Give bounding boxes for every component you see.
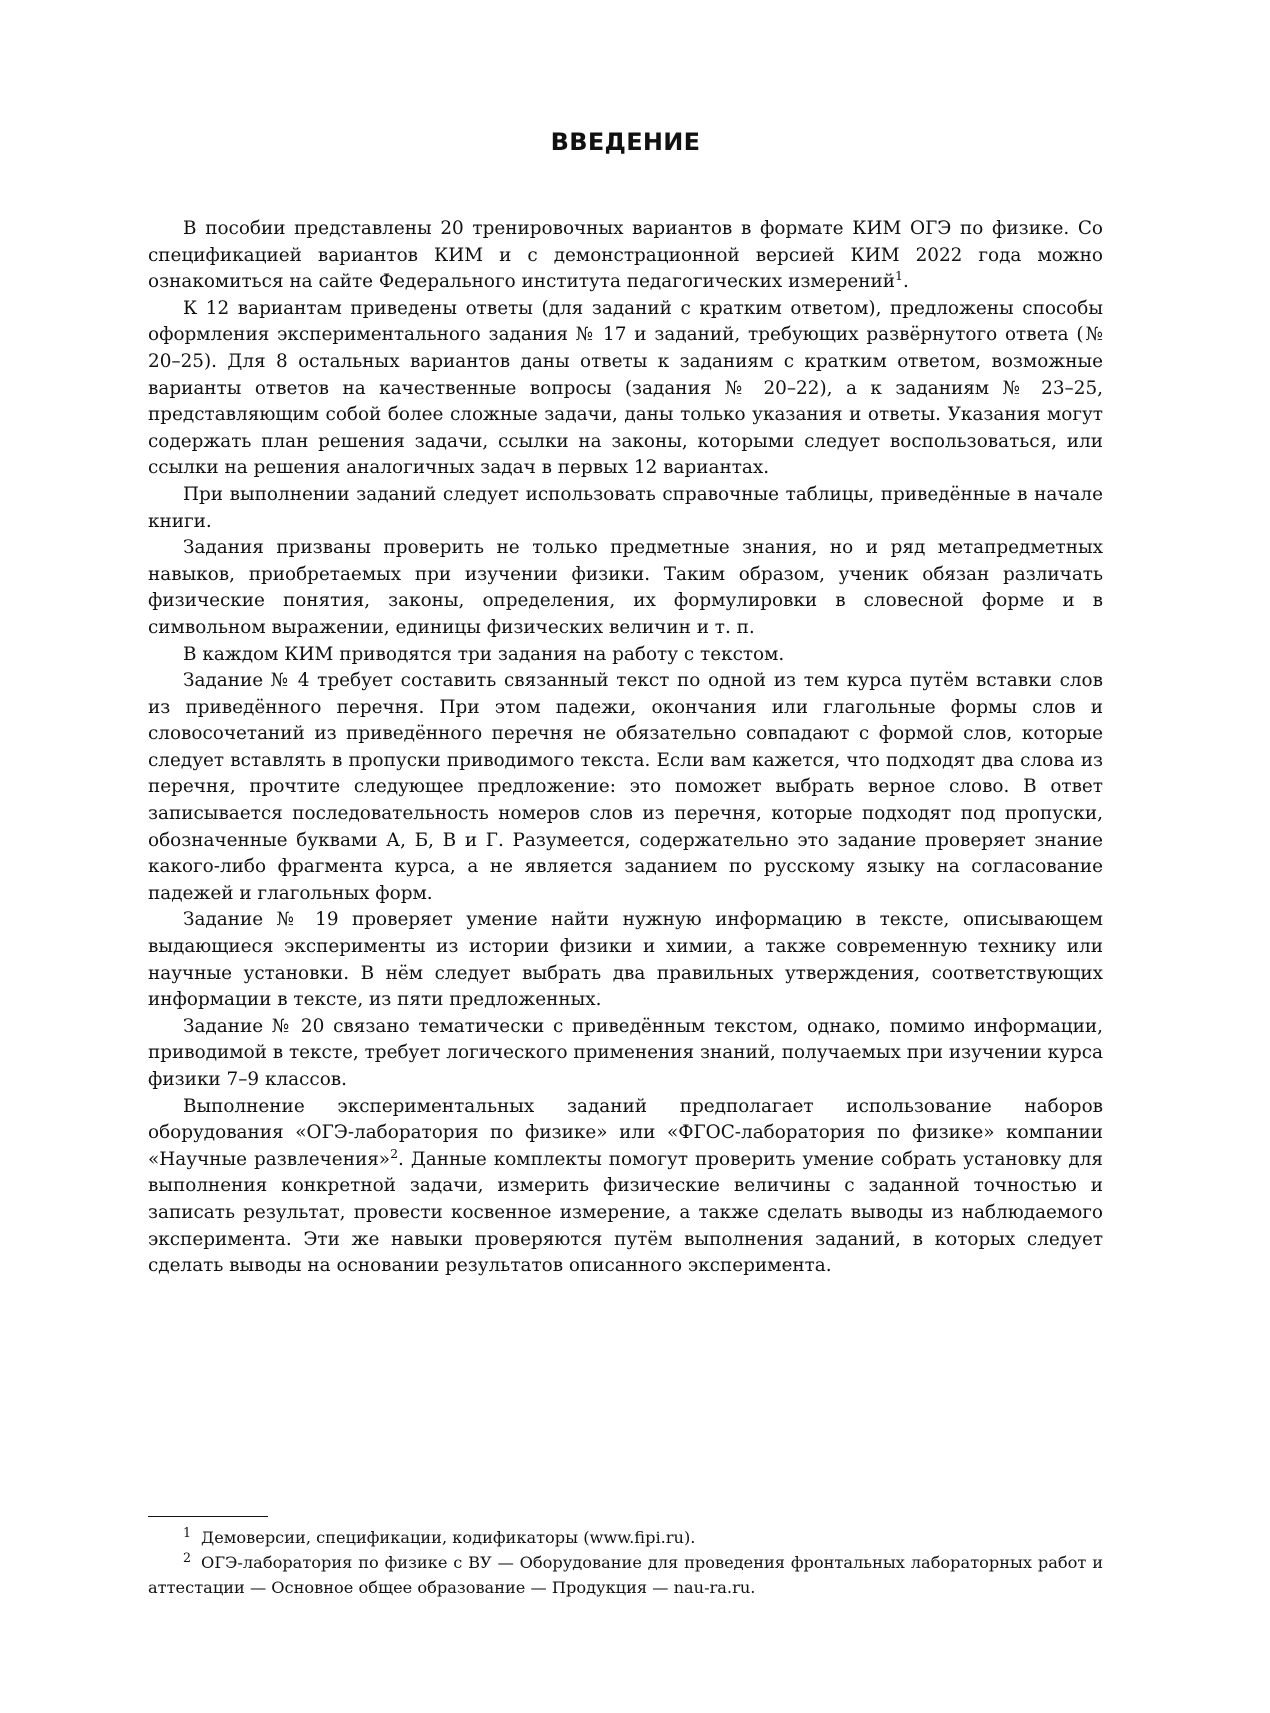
paragraph-7: Задание № 19 проверяет умение найти нужную информацию в тексте, описывающем выдающиеся эксперименты из истории физики и химии, а также современную технику или научные установки. В нём следует выбрать два правильных утверждения, соответствующих информации в тексте, из пяти предложенных.: [148, 909, 1103, 1011]
paragraph-4: Задания призваны проверить не только предметные знания, но и ряд метапредметных навыков, приобретаемых при изучении физики. Таким образом, ученик обязан различать физические понятия, законы, определения, их формулировки в словесной форме и в символьном выражении, единицы физических величин и т. п.: [148, 537, 1103, 638]
paragraph-6: Задание № 4 требует составить связанный текст по одной из тем курса путём вставки слов из приведённого перечня. При этом падежи, окончания или глагольные формы слов и словосочетаний из приведённого перечня не обязательно совпадают с формой слов, которые следует вставлять в пропуски приводимого текста. Если вам кажется, что подходят два слова из перечня, прочтите следующее предложение: это поможет выбрать верное слово. В ответ записывается последовательность номеров слов из перечня, которые подходят под пропуски, обозначенные буквами А, Б, В и Г. Разумеется, содержательно это задание проверяет знание какого-либо фрагмента курса, а не является заданием по русскому языку на согласование падежей и глагольных форм.: [148, 670, 1103, 904]
page-title: ВВЕДЕНИЕ: [550, 128, 701, 156]
footnote-2: [148, 1550, 1103, 1600]
footnote-1-text: Демоверсии, спецификации, кодификаторы (www.fipi.ru).: [201, 1528, 696, 1547]
footnote-1-number: 1: [183, 1524, 192, 1540]
paragraph-9-end: . Данные комплекты помогут проверить умение собрать установку для выполнения конкретной задачи, измерить физические величины с заданной точностью и записать результат, провести косвенное измерение, а также сделать выводы из наблюдаемого эксперимента. Эти же навыки проверяются путём выполнения заданий, в которых следует сделать выводы на основании результатов описанного эксперимента.: [148, 1148, 1103, 1277]
paragraph-1: [148, 216, 1103, 296]
paragraph-9-text: Выполнение экспериментальных заданий предполагает использование наборов оборудования «ОГЭ-лаборатория по физике» или «ФГОС-лаборатория по физике» компании «Научные развлечения»: [148, 1095, 1103, 1170]
footnote-2-text: ОГЭ-лаборатория по физике с ВУ — Оборудование для проведения фронтальных лабораторных работ и аттестации — Основное общее образование — Продукция — nau-ra.ru.: [148, 1553, 1103, 1597]
paragraph-3: При выполнении заданий следует использовать справочные таблицы, приведённые в начале книги.: [148, 483, 1103, 532]
footnote-divider: [148, 1516, 268, 1517]
footnote-2-number: 2: [183, 1549, 192, 1565]
paragraph-2: К 12 вариантам приведены ответы (для заданий с кратким ответом), предложены способы оформления экспериментального задания № 17 и заданий, требующих развёрнутого ответа (№ 20–25). Для 8 остальных вариантов даны ответы к заданиям с кратким ответом, возможные варианты ответов на качественные вопросы (задания № 20–22), а к заданиям № 23–25, представляющим собой более сложные задачи, даны только указания и ответы. Указания могут содержать план решения задачи, ссылки на законы, которыми следует воспользоваться, или ссылки на решения аналогичных задач в первых 12 вариантах.: [148, 297, 1103, 479]
paragraph-1-text: В пособии представлены 20 тренировочных вариантов в формате КИМ ОГЭ по физике. Со спецификацией вариантов КИМ и с демонстрационной версией КИМ 2022 года можно ознакомиться на сайте Федерального института педагогических измерений: [148, 218, 1103, 293]
paragraph-8: Задание № 20 связано тематически с приведённым текстом, однако, помимо информации, приводимой в тексте, требует логического применения знаний, получаемых при изучении курса физики 7–9 классов.: [148, 1015, 1103, 1090]
page-content: [148, 128, 1103, 1280]
paragraph-5: В каждом КИМ приводятся три задания на работу с текстом.: [183, 643, 785, 665]
footnotes: [148, 1516, 1103, 1600]
body-text: [148, 216, 1103, 1280]
footnote-1: [148, 1525, 1103, 1550]
footnote-ref-2: 2: [390, 1145, 399, 1161]
paragraph-9: [148, 1094, 1103, 1280]
paragraph-1-end: .: [902, 271, 909, 293]
footnote-ref-1: 1: [895, 268, 903, 284]
